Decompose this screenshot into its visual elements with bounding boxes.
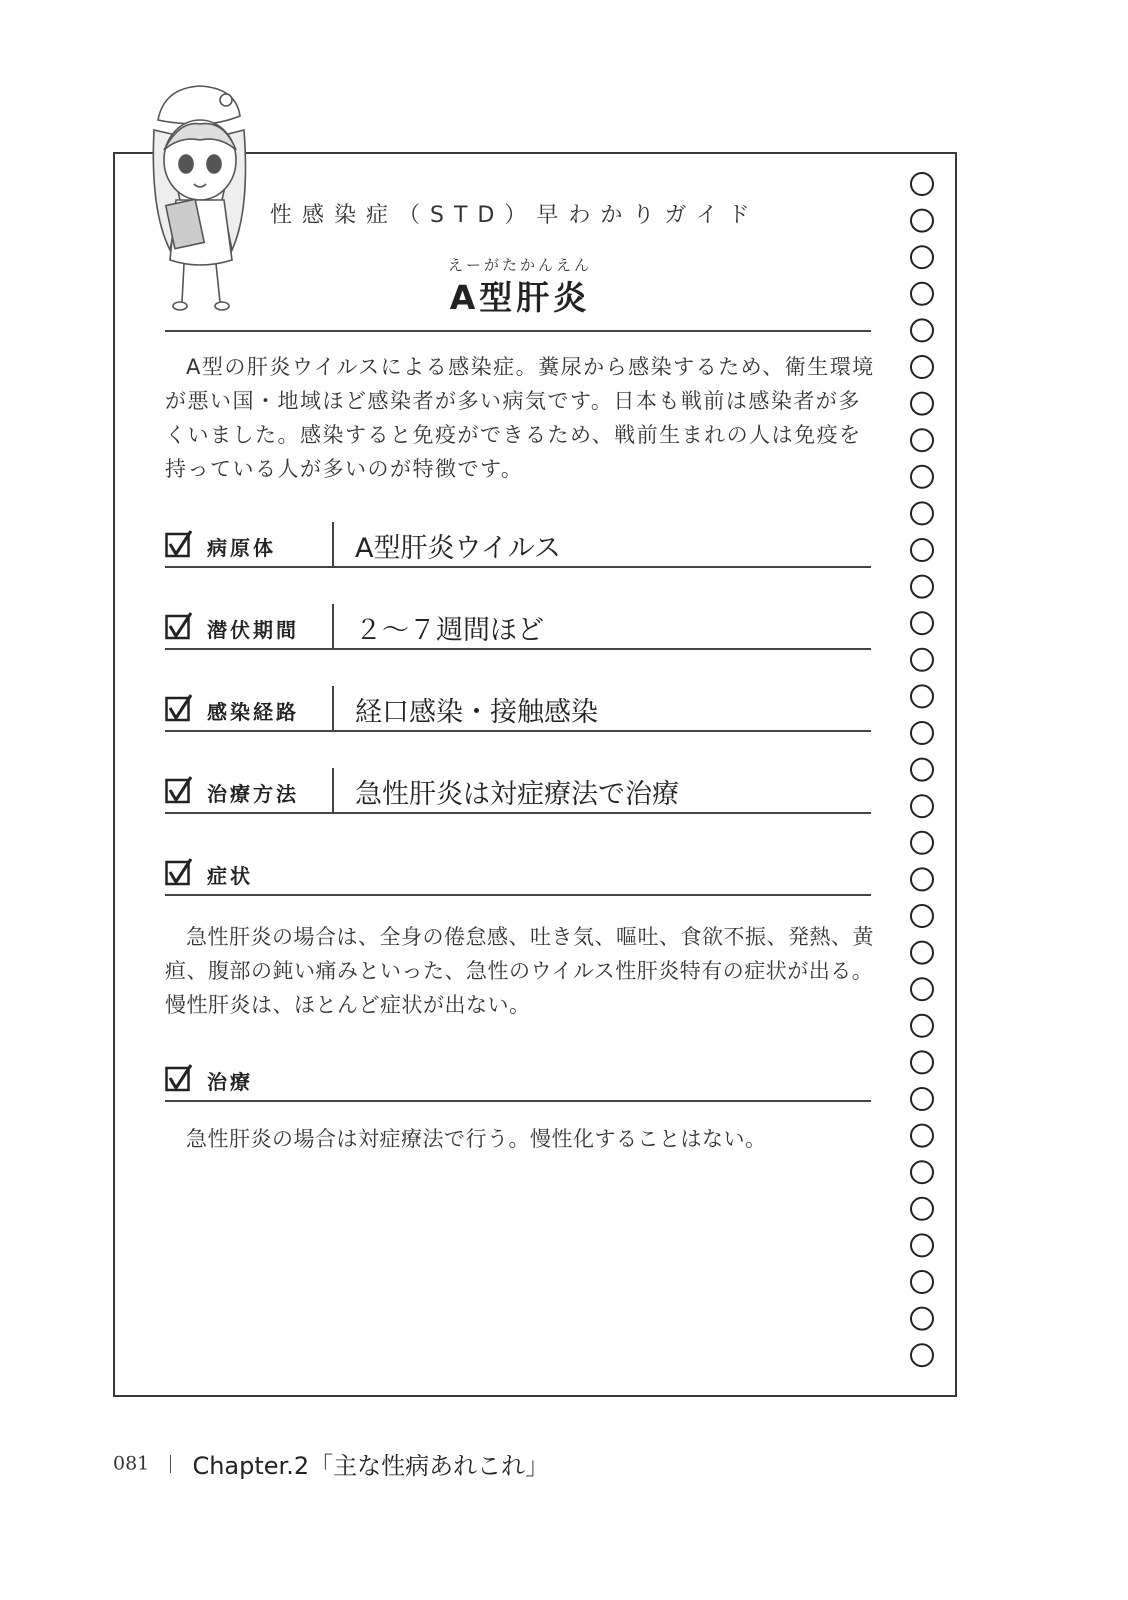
binder-ring-icon xyxy=(911,1308,933,1330)
binder-ring-icon xyxy=(911,759,933,781)
binder-ring-icon xyxy=(911,539,933,561)
checkbox-checked-icon xyxy=(165,776,193,806)
row-value: 急性肝炎は対症療法で治療 xyxy=(355,779,679,810)
row-divider xyxy=(332,604,334,648)
guide-title: 性感染症（STD）早わかりガイド xyxy=(270,203,760,228)
row-label: 治療方法 xyxy=(207,782,299,806)
binder-ring-icon xyxy=(911,905,933,927)
binder-ring-icon xyxy=(911,173,933,195)
binder-ring-icon xyxy=(911,1161,933,1183)
row-underline xyxy=(165,812,871,814)
binder-ring-icon xyxy=(911,832,933,854)
binder-ring-icon xyxy=(911,466,933,488)
binder-ring-icon xyxy=(911,1125,933,1147)
checkbox-checked-icon xyxy=(165,694,193,724)
row-incubation xyxy=(165,604,871,664)
binder-ring-icon xyxy=(911,868,933,890)
binder-ring-icon xyxy=(911,649,933,671)
binder-ring-icon xyxy=(911,1051,933,1073)
disease-ruby: えーがたかんえん xyxy=(447,256,592,274)
section-treatment-header xyxy=(165,1056,871,1116)
row-value: ２〜７週間ほど xyxy=(355,615,544,646)
checkbox-checked-icon xyxy=(165,612,193,642)
binder-ring-icon xyxy=(911,502,933,524)
page-footer xyxy=(113,1446,549,1486)
disease-title: A型肝炎 xyxy=(449,278,591,317)
row-label: 病原体 xyxy=(207,536,276,560)
row-pathogen xyxy=(165,522,871,582)
binder-ring-icon xyxy=(911,576,933,598)
treatment-paragraph: 急性肝炎の場合は対症療法で行う。慢性化することはない。 xyxy=(186,1127,767,1151)
binder-ring-icon xyxy=(911,283,933,305)
row-underline xyxy=(165,566,871,568)
binder-ring-icon xyxy=(911,795,933,817)
binder-ring-icon xyxy=(911,246,933,268)
row-value: 経口感染・接触感染 xyxy=(355,697,598,728)
section-label: 治療 xyxy=(207,1070,253,1094)
row-label: 潜伏期間 xyxy=(207,618,299,642)
row-transmission xyxy=(165,686,871,746)
binder-ring-icon xyxy=(911,1198,933,1220)
row-underline xyxy=(165,730,871,732)
binder-ring-icon xyxy=(911,978,933,1000)
intro-paragraph: A型の肝炎ウイルスによる感染症。糞尿から感染するため、衛生環境が悪い国・地域ほど感染者が多い病気です。日本も戦前は感染者が多くいました。感染すると免疫ができるため、戦前生まれの人は免疫を持っている人が多いのが特徴です。 xyxy=(165,355,875,481)
checkbox-checked-icon xyxy=(165,530,193,560)
row-divider xyxy=(332,768,334,812)
binder-ring-icon xyxy=(911,722,933,744)
footer-separator xyxy=(170,1455,171,1473)
symptoms-paragraph: 急性肝炎の場合は、全身の倦怠感、吐き気、嘔吐、食欲不振、発熱、黄疸、腹部の鈍い痛みといった、急性のウイルス性肝炎特有の症状が出る。慢性肝炎は、ほとんど症状が出ない。 xyxy=(165,925,874,1017)
binder-ring-icon xyxy=(911,1015,933,1037)
binder-ring-icon xyxy=(911,393,933,415)
chapter-title: Chapter.2「主な性病あれこれ」 xyxy=(192,1452,550,1480)
binder-ring-icon xyxy=(911,1088,933,1110)
binder-ring-icon xyxy=(911,319,933,341)
section-underline xyxy=(165,1100,871,1102)
section-label: 症状 xyxy=(207,864,253,888)
binder-ring-icon xyxy=(911,1234,933,1256)
section-symptoms-header xyxy=(165,850,871,910)
binder-ring-icon xyxy=(911,429,933,451)
row-value: A型肝炎ウイルス xyxy=(355,533,561,564)
checkbox-checked-icon xyxy=(165,1064,193,1094)
binder-ring-icon xyxy=(911,612,933,634)
row-label: 感染経路 xyxy=(207,700,299,724)
page-number: 081 xyxy=(113,1452,150,1475)
row-underline xyxy=(165,648,871,650)
section-underline xyxy=(165,894,871,896)
row-divider xyxy=(332,522,334,566)
binder-ring-icon xyxy=(911,210,933,232)
title-divider xyxy=(165,330,871,332)
nurse-mascot-illustration xyxy=(140,80,260,320)
binder-ring-icon xyxy=(911,1271,933,1293)
binder-ring-icon xyxy=(911,356,933,378)
checkbox-checked-icon xyxy=(165,858,193,888)
row-treatment-method xyxy=(165,768,871,828)
binder-ring-icon xyxy=(911,942,933,964)
binder-rings xyxy=(909,172,937,1372)
binder-ring-icon xyxy=(911,1344,933,1366)
row-divider xyxy=(332,686,334,730)
binder-ring-icon xyxy=(911,685,933,707)
